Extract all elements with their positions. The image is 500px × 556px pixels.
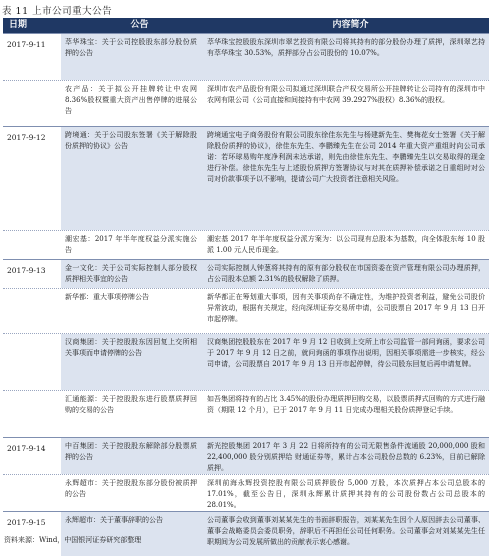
row-date — [3, 391, 61, 437]
table-row — [3, 288, 489, 333]
row-summary: 公司董事会收到董事刘某某先生的书面辞职报告，刘某某先生因个人原因辞去公司董事、董事会战略委员会委员职务，辞职后不再担任公司任何职务。公司董事会对刘某某先生任职期间为公司发展所做出的贡献表示衷心感谢。 — [201, 512, 489, 556]
row-date: 2017-9-12 — [7, 133, 46, 142]
table-row — [3, 259, 489, 288]
table-row — [3, 333, 489, 390]
table-header — [3, 18, 489, 33]
table-row — [3, 33, 489, 80]
row-summary: 汉商集团控股股东在 2017 年 9 月 12 日收到上交所上市公司监管一部问询函，要求公司于 2017 年 9 月 12 日之前，就问询函的事项作出说明，因相关事项需进一步核实，经公司申请，公司股票自 2017 年 9 月 13 日开市起停牌，待公司股东回复后再申请复牌。 — [201, 334, 489, 390]
row-summary: 新光控股集团 2017 年 3 月 22 日将所持有的公司无限售条件流通股 20,000,000 股和 22,400,000 股分别质押给 财通证券等，累计占本公司股份总数的 6.23%，目前已解除质押。 — [201, 438, 489, 474]
row-announcement: 萃华珠宝：关于公司控股股东部分股份质押的公告 — [61, 34, 201, 80]
table-row — [3, 230, 489, 259]
row-announcement: 跨境通：关于公司股东签署《关于解除股份质押的协议》公告 — [61, 127, 201, 230]
row-announcement: 汉商集团：关于控股股东因回复上交所相关事项而申请停牌的公告 — [61, 334, 201, 390]
row-announcement: 新华都：重大事项停牌公告 — [61, 289, 201, 333]
row-date — [3, 231, 61, 259]
table-row — [3, 390, 489, 437]
row-date — [3, 81, 61, 126]
row-summary: 公司实际控制人钟葱将其持有的原有部分股权在市国资委在资产管理有限公司办理质押，占公司股本总额 2.31%的股权解除了质押。 — [201, 260, 489, 288]
row-summary: 萃华珠宝控股股东深圳市翠艺投资有限公司将其持有的部分股份办理了质押，深圳翠艺持有萃华珠宝 30.53%，质押部分占公司股份的 10.07%。 — [201, 34, 489, 80]
table-row — [3, 511, 489, 556]
row-announcement: 金一文化：关于公司实际控制人部分股权质押相关事宜的公告 — [61, 260, 201, 288]
header-summary: 内容简介 — [332, 20, 369, 30]
announcement-table — [3, 18, 489, 556]
row-date: 2017-9-13 — [7, 266, 46, 275]
row-summary: 深圳前海永辉投资控股有限公司质押股份 5,000 万股，本次质押占本公司总股本的 17.01%，截至公告日，深圳永辉累计质押其持有的公司股份数占公司总股本的 28.01%。 — [201, 475, 489, 511]
header-announcement: 公告 — [130, 20, 149, 30]
row-summary: 潮宏基 2017 年半年度权益分派方案为：以公司现有总股本为基数，向全体股东每 10 股派 1.00 元人民币现金。 — [201, 231, 489, 259]
row-summary: 新华都正在筹划重大事项，因有关事项尚存不确定性，为维护投资者利益，避免公司股价异常波动，根据有关规定，经向深圳证券交易所申请，公司股票自 2017 年 9 月 13 日开市起停牌。 — [201, 289, 489, 333]
row-announcement: 潮宏基：2017 年半年度权益分派实施公告 — [61, 231, 201, 259]
table-row — [3, 437, 489, 474]
row-summary: 如吾集团将持有的占比 3.45%的股份办理质押回购交易，以股票质押式回购的方式进行融资（期限 12 个月），已于 2017 年 9 月 11 日完成办理相关股份质押登记手续。 — [201, 391, 489, 437]
row-date: 2017-9-11 — [7, 40, 46, 49]
row-announcement: 中百集团：关于控股股东解除部分股票质押的公告 — [61, 438, 201, 474]
header-date: 日期 — [9, 20, 28, 30]
source-note: 资料来源：Wind，中国银河证券研究部整理 — [4, 536, 142, 544]
table-row — [3, 474, 489, 511]
row-summary: 深圳市农产品股份有限公司拟通过深圳联合产权交易所公开挂牌转让公司持有的深圳市中农网有限公司（公司直接和间接持有中农网 39.2927%股权）8.36%的股权。 — [201, 81, 489, 126]
row-date — [3, 289, 61, 333]
table-row — [3, 126, 489, 230]
row-announcement: 永辉超市：关于控股股东部分股份被质押的公告 — [61, 475, 201, 511]
row-date — [3, 475, 61, 511]
row-date: 2017-9-14 — [7, 444, 46, 453]
row-announcement: 永辉超市：关于董事辞职的公告 — [61, 512, 201, 556]
table-row — [3, 80, 489, 126]
row-summary: 跨境通宝电子商务股份有限公司股东徐佳东先生与杨建新先生、樊梅花女士签署《关于解除股份质押的协议》，徐佳东先生、李鹏臻先生在公司 2014 年重大资产重组时向公司承诺：若环球易购年度净利润未达承诺，则先由徐佳东先生、李鹏臻先生以交易取得的现金进行补偿。徐佳东先生与上述股份质押方签署协议与对其在质押补偿承诺之日重组时对公司对价款事项予以不影响，提请公司广大投资者注意相关风险。 — [201, 127, 489, 230]
row-date: 2017-9-15 — [7, 518, 46, 527]
row-date — [3, 334, 61, 390]
row-announcement: 农产品：关于拟公开挂牌转让中农网 8.36%股权暨重大资产出售停牌的进展公告 — [61, 81, 201, 126]
row-announcement: 汇通能源：关于控股股东进行股票质押回购的交易的公告 — [61, 391, 201, 437]
table-title: 表 11 上市公司重大公告 — [2, 6, 113, 17]
